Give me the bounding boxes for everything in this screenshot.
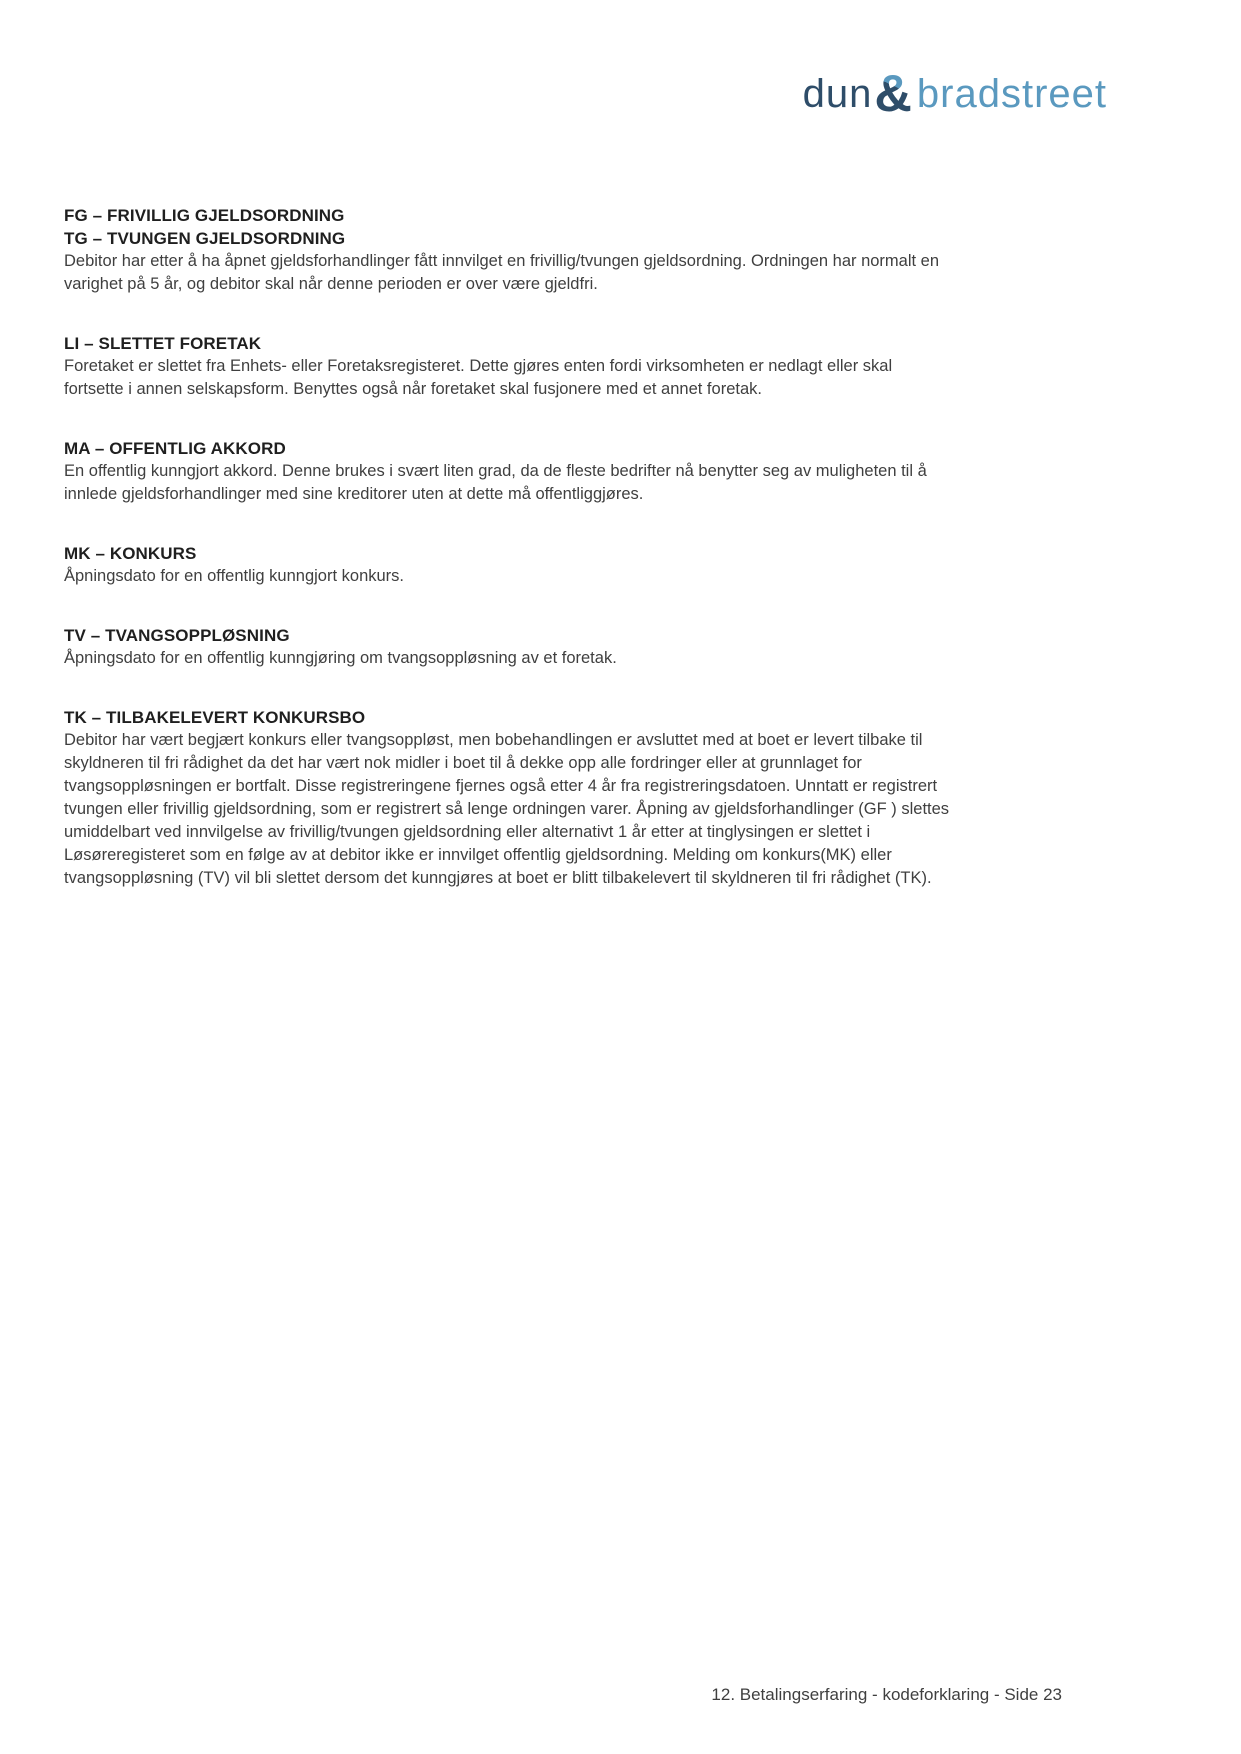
section-body-mk: Åpningsdato for en offentlig kunngjort konkurs.	[64, 567, 404, 585]
logo-ampersand-icon: &	[874, 65, 913, 123]
section-mk-konkurs	[64, 542, 956, 588]
section-body-tk: Debitor har vært begjært konkurs eller tvangsoppløst, men bobehandlingen er avsluttet med at boet er levert tilbake til skyldneren til fri rådighet da det har vært nok midler i boet til å dekke opp alle fordringer eller at grunnlaget for tvangsoppløsningen er bortfalt. Disse registreringene fjernes også etter 4 år fra registreringsdatoen. Unntatt er registrert tvungen eller frivillig gjeldsordning, som er registrert så lenge ordningen varer. Åpning av gjeldsforhandlinger (GF ) slettes umiddelbart ved innvilgelse av frivillig/tvungen gjeldsordning eller alternativt 1 år etter at tinglysingen er slettet i Løsøreregisteret som en følge av at debitor ikke er innvilget offentlig gjeldsordning. Melding om konkurs(MK) eller tvangsoppløsning (TV) vil bli slettet dersom det kunngjøres at boet er blitt tilbakelevert til skyldneren til fri rådighet (TK).	[64, 731, 950, 887]
section-ma-offentlig-akkord	[64, 437, 956, 506]
section-body-fg-tg: Debitor har etter å ha åpnet gjeldsforhandlinger fått innvilget en frivillig/tvungen gjeldsordning. Ordningen har normalt en varighet på 5 år, og debitor skal når denne perioden er over være gjeldfri.	[64, 252, 940, 293]
document-content	[64, 204, 956, 926]
section-body-tv: Åpningsdato for en offentlig kunngjøring om tvangsoppløsning av et foretak.	[64, 649, 617, 667]
section-body-ma: En offentlig kunngjort akkord. Denne brukes i svært liten grad, da de fleste bedrifter nå benytter seg av muligheten til å innlede gjeldsforhandlinger med sine kreditorer uten at dette må offentliggjøres.	[64, 462, 927, 503]
footer-page-label: 12. Betalingserfaring - kodeforklaring - Side 23	[711, 1685, 1062, 1704]
section-heading-tg: TG – TVUNGEN GJELDSORDNING	[64, 229, 346, 248]
section-body-li: Foretaket er slettet fra Enhets- eller Foretaksregisteret. Dette gjøres enten fordi virksomheten er nedlagt eller skal fortsette i annen selskapsform. Benyttes også når foretaket skal fusjonere med et annet foretak.	[64, 357, 893, 398]
section-heading-fg: FG – FRIVILLIG GJELDSORDNING	[64, 206, 345, 225]
section-heading-li: LI – SLETTET FORETAK	[64, 334, 262, 353]
page-footer	[711, 1684, 1062, 1706]
section-heading-tk: TK – TILBAKELEVERT KONKURSBO	[64, 708, 366, 727]
section-li-slettet-foretak	[64, 332, 956, 401]
logo-text-bradstreet: bradstreet	[916, 72, 1107, 116]
section-fg-tg-gjeldsordning	[64, 204, 956, 296]
section-tk-tilbakelevert-konkursbo	[64, 706, 956, 890]
section-tv-tvangsopplosning	[64, 624, 956, 670]
section-heading-tv: TV – TVANGSOPPLØSNING	[64, 626, 290, 645]
logo-text-dun: dun	[802, 72, 873, 116]
section-heading-ma: MA – OFFENTLIG AKKORD	[64, 439, 286, 458]
section-heading-mk: MK – KONKURS	[64, 544, 197, 563]
dun-bradstreet-logo	[802, 65, 1107, 123]
